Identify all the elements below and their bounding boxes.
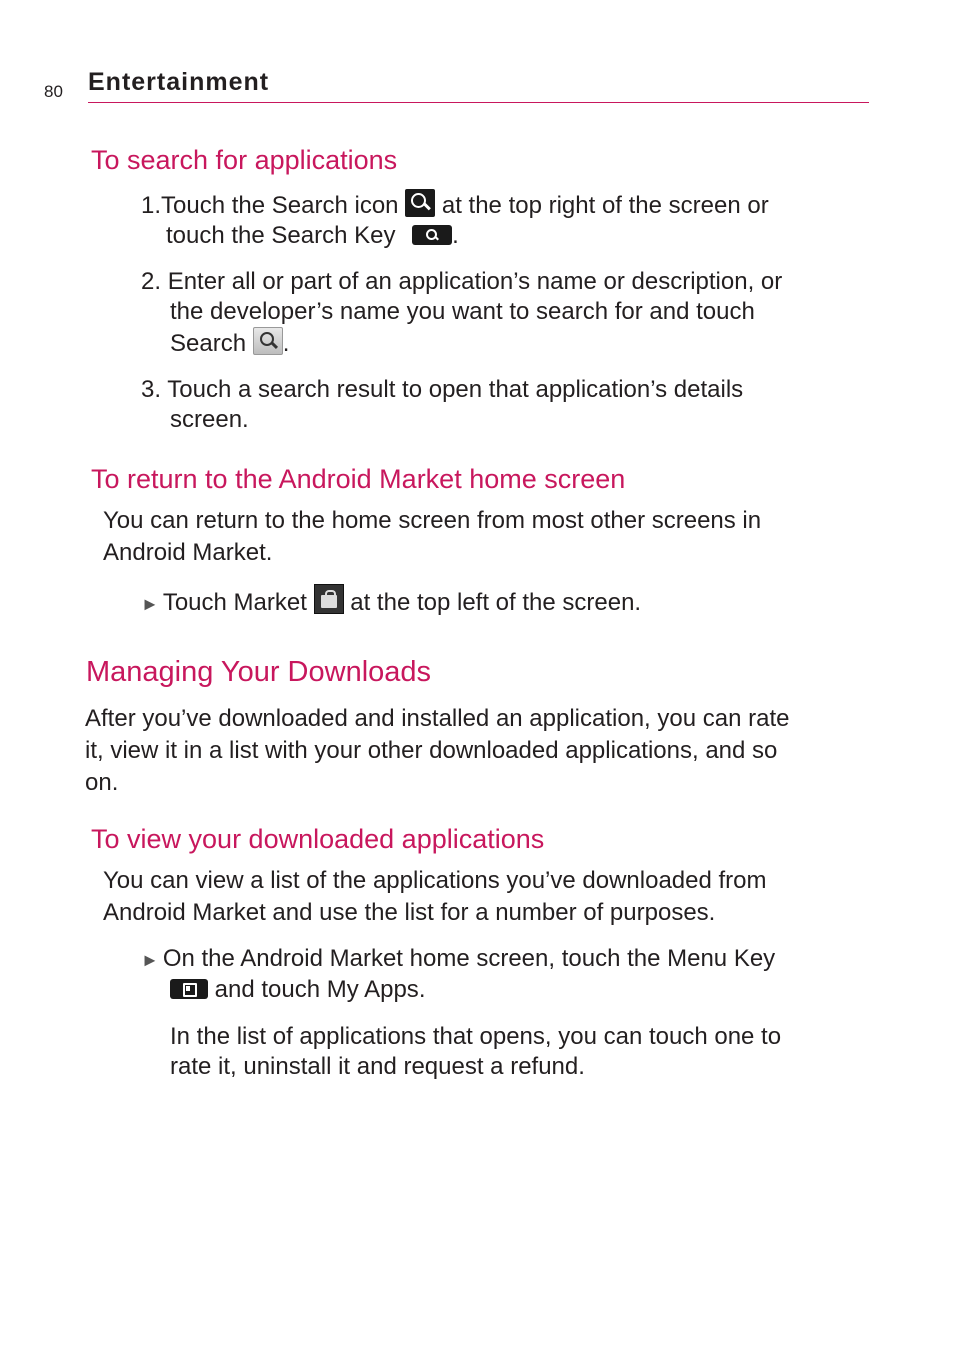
view-downloads-body (103, 865, 767, 929)
step-3-line-2: screen. (170, 406, 249, 433)
step-1-text-c: at the top right of the screen or (435, 192, 769, 219)
search-label: Search (271, 192, 348, 219)
step-2-end: . (282, 330, 290, 357)
bullet-text-a: On the Android Market home screen, touch the (162, 945, 668, 972)
step-3-number: 3. (141, 376, 162, 403)
market-label: Market (233, 589, 307, 616)
view-downloads-bullet (141, 944, 775, 1005)
step-1-text-a: Touch the (161, 192, 272, 219)
search-key-icon (412, 225, 452, 245)
managing-line-1: After you’ve downloaded and installed an application, you can rate (85, 705, 790, 732)
note-line-2: rate it, uninstall it and request a refund. (170, 1053, 585, 1080)
return-home-bullet (141, 584, 641, 619)
step-1-text-b: icon (347, 192, 406, 219)
chapter-header: Entertainment (88, 68, 270, 96)
managing-body (85, 703, 789, 799)
step-3-line-1: Touch a search result to open that application’s details (167, 376, 744, 403)
step-1-number: 1. (141, 192, 162, 219)
header-divider (88, 102, 869, 103)
view-downloads-line-2: Android Market and use the list for a number of purposes. (103, 899, 716, 926)
menu-key-icon (170, 979, 208, 999)
return-home-line-2: Android Market. (103, 539, 273, 566)
heading-managing-downloads: Managing Your Downloads (86, 656, 432, 688)
heading-view-downloads: To view your downloaded applications (91, 824, 545, 854)
step-2 (141, 267, 782, 359)
step-1-text-e: . (452, 222, 459, 249)
menu-key-label: Menu Key (667, 945, 776, 972)
bullet-arrow: ► (141, 594, 159, 614)
step-2-number: 2. (141, 268, 162, 295)
managing-line-2: it, view it in a list with your other downloaded applications, and so (85, 737, 778, 764)
bullet-text-a: Touch (162, 589, 234, 616)
bullet-text-b: at the top left of the screen. (343, 589, 642, 616)
step-3 (141, 375, 743, 435)
bullet-text-b: and touch (208, 976, 327, 1003)
step-2-line-1: Enter all or part of an application’s name or description, or (167, 268, 783, 295)
search-key-label: Search Key (271, 222, 396, 249)
search-button-label: Search (170, 330, 247, 357)
step-1-text-d: touch the (166, 222, 272, 249)
view-downloads-note (170, 1022, 781, 1082)
view-downloads-line-1: You can view a list of the applications you’ve downloaded from (103, 867, 767, 894)
return-home-body (103, 505, 761, 569)
heading-return-home: To return to the Android Market home screen (91, 464, 626, 494)
search-button-icon (253, 327, 283, 355)
return-home-line-1: You can return to the home screen from most other screens in (103, 507, 762, 534)
managing-line-3: on. (85, 769, 119, 796)
search-icon (405, 189, 435, 217)
heading-search-apps: To search for applications (91, 145, 398, 175)
step-1 (141, 189, 769, 251)
page-number: 80 (44, 82, 63, 101)
step-2-line-2: the developer’s name you want to search for and touch (170, 298, 755, 325)
my-apps-label: My Apps (326, 976, 419, 1003)
note-line-1: In the list of applications that opens, you can touch one to (170, 1023, 782, 1050)
bullet-arrow: ► (141, 950, 159, 970)
market-icon (314, 584, 344, 614)
bullet-text-c: . (418, 976, 426, 1003)
